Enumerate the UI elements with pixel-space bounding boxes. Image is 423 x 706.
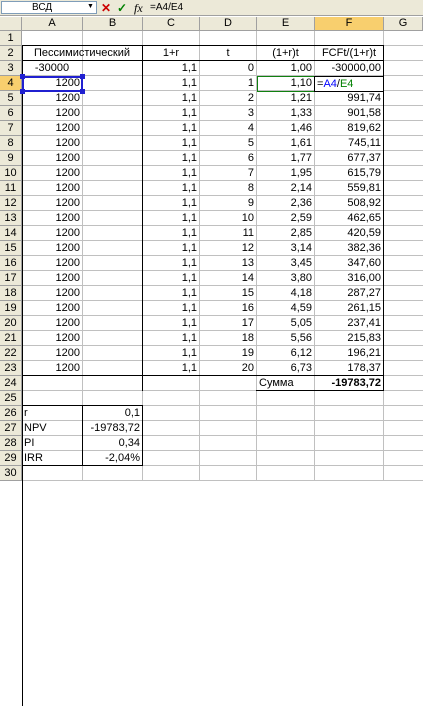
cell-c4[interactable]: 1,1 [181, 77, 197, 89]
cell-e10[interactable]: 1,95 [290, 167, 312, 179]
cell-d4[interactable]: 1 [247, 77, 254, 89]
row-header-13[interactable]: 13 [0, 211, 22, 226]
cell-d19[interactable]: 16 [241, 302, 254, 314]
cell-f23[interactable]: 178,37 [347, 362, 381, 374]
column-header-g[interactable]: G [384, 17, 423, 31]
summary-border-bottom [22, 465, 143, 466]
cell-d23[interactable]: 20 [241, 362, 254, 374]
row-header-4[interactable]: 4 [0, 76, 22, 91]
row-header-16[interactable]: 16 [0, 256, 22, 271]
row-header-17[interactable]: 17 [0, 271, 22, 286]
enter-icon[interactable]: ✓ [117, 1, 128, 15]
cell-e4[interactable]: 1,10 [290, 77, 312, 89]
header-1-plus-r[interactable]: 1+r [162, 47, 180, 59]
cell-c13[interactable]: 1,1 [181, 212, 197, 224]
cell-e6[interactable]: 1,33 [290, 107, 312, 119]
selection-corner-tl [20, 74, 25, 79]
column-header-a[interactable]: A [22, 17, 83, 31]
row-header-22[interactable]: 22 [0, 346, 22, 361]
row-header-2[interactable]: 2 [0, 46, 22, 61]
cell-c20[interactable]: 1,1 [181, 317, 197, 329]
cell-c14[interactable]: 1,1 [181, 227, 197, 239]
cell-d9[interactable]: 6 [247, 152, 254, 164]
cell-e14[interactable]: 2,85 [290, 227, 312, 239]
cell-e13[interactable]: 2,59 [290, 212, 312, 224]
cell-c19[interactable]: 1,1 [181, 302, 197, 314]
cell-d6[interactable]: 3 [247, 107, 254, 119]
cell-d13[interactable]: 10 [241, 212, 254, 224]
column-header-c[interactable]: C [143, 17, 200, 31]
cell-f10[interactable]: 615,79 [347, 167, 381, 179]
row-header-7[interactable]: 7 [0, 121, 22, 136]
cell-c9[interactable]: 1,1 [181, 152, 197, 164]
cell-f18[interactable]: 287,27 [347, 287, 381, 299]
cell-a11[interactable]: 1200 [55, 182, 80, 194]
cell-a9[interactable]: 1200 [55, 152, 80, 164]
cell-a7[interactable]: 1200 [55, 122, 80, 134]
cell-f20[interactable]: 237,41 [347, 317, 381, 329]
cell-e22[interactable]: 6,12 [290, 347, 312, 359]
reference-e4 [257, 76, 315, 92]
summary-border-mid [82, 405, 83, 465]
table-border-header [22, 60, 384, 61]
cell-f21[interactable]: 215,83 [347, 332, 381, 344]
name-box[interactable] [1, 1, 97, 14]
row-header-20[interactable]: 20 [0, 316, 22, 331]
cell-f12[interactable]: 508,92 [347, 197, 381, 209]
cell-e17[interactable]: 3,80 [290, 272, 312, 284]
table-border-right [383, 45, 384, 391]
row-header-10[interactable]: 10 [0, 166, 22, 181]
selection-corner-tr [80, 74, 85, 79]
cell-e16[interactable]: 3,45 [290, 257, 312, 269]
formula-bar [0, 0, 423, 16]
cell-d21[interactable]: 18 [241, 332, 254, 344]
name-box-value: ВСД [32, 2, 53, 13]
cell-e20[interactable]: 5,05 [290, 317, 312, 329]
table-border-left [22, 375, 23, 706]
cell-e8[interactable]: 1,61 [290, 137, 312, 149]
cell-a3[interactable]: -30000 [34, 62, 70, 74]
cell-d8[interactable]: 5 [247, 137, 254, 149]
summary-value-pi[interactable]: 0,34 [118, 437, 140, 449]
table-border-left-top [22, 45, 23, 375]
column-header-b[interactable]: B [83, 17, 143, 31]
cell-c12[interactable]: 1,1 [181, 197, 197, 209]
summary-value-irr[interactable]: -2,04% [105, 452, 140, 464]
cell-a8[interactable]: 1200 [55, 137, 80, 149]
row-header-1[interactable]: 1 [0, 31, 22, 46]
cell-a6[interactable]: 1200 [55, 107, 80, 119]
sum-label[interactable]: Сумма [259, 377, 294, 389]
table-border-c [142, 45, 143, 391]
fill-handle[interactable] [80, 89, 85, 94]
formula-ref-e4: E4 [339, 78, 354, 90]
formula-input[interactable]: =A4/E4 [150, 2, 184, 13]
row-header-6[interactable]: 6 [0, 106, 22, 121]
cell-d17[interactable]: 14 [241, 272, 254, 284]
cell-a23[interactable]: 1200 [55, 362, 80, 374]
cell-c22[interactable]: 1,1 [181, 347, 197, 359]
formula-eq: = [317, 78, 324, 90]
cell-f15[interactable]: 382,36 [347, 242, 381, 254]
cell-f5[interactable]: 991,74 [347, 92, 381, 104]
summary-border-right [142, 405, 143, 465]
cell-c7[interactable]: 1,1 [181, 122, 197, 134]
sum-border-top [256, 375, 383, 376]
row-header-27[interactable]: 27 [0, 421, 22, 436]
header-t[interactable]: t [226, 47, 230, 59]
row-header-25[interactable]: 25 [0, 391, 22, 406]
cell-d7[interactable]: 4 [247, 122, 254, 134]
column-header-d[interactable]: D [200, 17, 257, 31]
cell-a22[interactable]: 1200 [55, 347, 80, 359]
cell-c17[interactable]: 1,1 [181, 272, 197, 284]
row-header-23[interactable]: 23 [0, 361, 22, 376]
row-header-30[interactable]: 30 [0, 466, 22, 481]
cell-d3[interactable]: 0 [247, 62, 254, 74]
cell-d15[interactable]: 12 [241, 242, 254, 254]
row-header-12[interactable]: 12 [0, 196, 22, 211]
cell-c11[interactable]: 1,1 [181, 182, 197, 194]
cell-c3[interactable]: 1,1 [181, 62, 197, 74]
cell-f3[interactable]: -30000,00 [331, 62, 381, 74]
cell-f16[interactable]: 347,60 [347, 257, 381, 269]
summary-label-r[interactable]: r [24, 407, 28, 419]
row-header-5[interactable]: 5 [0, 91, 22, 106]
cell-f11[interactable]: 559,81 [347, 182, 381, 194]
cell-e9[interactable]: 1,77 [290, 152, 312, 164]
cell-f6[interactable]: 901,58 [347, 107, 381, 119]
cell-c18[interactable]: 1,1 [181, 287, 197, 299]
cell-d12[interactable]: 9 [247, 197, 254, 209]
cell-c23[interactable]: 1,1 [181, 362, 197, 374]
formula-ref-a4: A4 [323, 78, 337, 90]
gridline-horizontal [22, 480, 423, 481]
editing-cell-f4[interactable] [314, 76, 384, 92]
chevron-down-icon[interactable]: ▼ [87, 3, 94, 10]
row-header-3[interactable]: 3 [0, 61, 22, 76]
cell-f8[interactable]: 745,11 [348, 137, 381, 149]
cell-d10[interactable]: 7 [247, 167, 254, 179]
cell-f17[interactable]: 316,00 [347, 272, 381, 284]
row-header-14[interactable]: 14 [0, 226, 22, 241]
select-all-corner[interactable] [0, 17, 22, 31]
cell-e7[interactable]: 1,46 [290, 122, 312, 134]
cell-d14[interactable]: 11 [242, 227, 254, 239]
row-header-19[interactable]: 19 [0, 301, 22, 316]
cell-e23[interactable]: 6,73 [290, 362, 312, 374]
cell-c10[interactable]: 1,1 [181, 167, 197, 179]
cell-e5[interactable]: 1,21 [290, 92, 312, 104]
summary-value-r[interactable]: 0,1 [124, 407, 140, 419]
row-header-21[interactable]: 21 [0, 331, 22, 346]
column-header-e[interactable]: E [257, 17, 315, 31]
cell-e19[interactable]: 4,59 [290, 302, 312, 314]
cell-a10[interactable]: 1200 [55, 167, 80, 179]
editing-formula [315, 77, 383, 92]
cell-c8[interactable]: 1,1 [181, 137, 197, 149]
cell-a5[interactable]: 1200 [55, 92, 80, 104]
cell-f9[interactable]: 677,37 [347, 152, 381, 164]
cell-d5[interactable]: 2 [247, 92, 254, 104]
row-header-9[interactable]: 9 [0, 151, 22, 166]
cell-a13[interactable]: 1200 [55, 212, 80, 224]
cell-a20[interactable]: 1200 [55, 317, 80, 329]
cell-c5[interactable]: 1,1 [181, 92, 197, 104]
cell-a16[interactable]: 1200 [55, 257, 80, 269]
row-header-11[interactable]: 11 [0, 181, 22, 196]
cell-f7[interactable]: 819,62 [347, 122, 381, 134]
table-border-top [22, 45, 384, 46]
cell-c6[interactable]: 1,1 [181, 107, 197, 119]
row-header-15[interactable]: 15 [0, 241, 22, 256]
cell-e3[interactable]: 1,00 [290, 62, 312, 74]
sum-value[interactable]: -19783,72 [331, 377, 381, 389]
summary-label-npv[interactable]: NPV [24, 422, 47, 434]
cell-a21[interactable]: 1200 [55, 332, 80, 344]
cell-e18[interactable]: 4,18 [290, 287, 312, 299]
formula-slash: / [336, 78, 340, 90]
cell-c21[interactable]: 1,1 [181, 332, 197, 344]
cell-a19[interactable]: 1200 [55, 302, 80, 314]
cell-f14[interactable]: 420,59 [347, 227, 381, 239]
cell-c15[interactable]: 1,1 [181, 242, 197, 254]
header-discount-factor[interactable]: (1+r)t [272, 47, 299, 59]
cell-d22[interactable]: 19 [241, 347, 254, 359]
summary-label-pi[interactable]: PI [24, 437, 35, 449]
cell-f13[interactable]: 462,65 [347, 212, 381, 224]
cell-a15[interactable]: 1200 [55, 242, 80, 254]
row-header-28[interactable]: 28 [0, 436, 22, 451]
summary-value-npv[interactable]: -19783,72 [90, 422, 140, 434]
summary-label-irr[interactable]: IRR [24, 452, 43, 464]
cell-a4[interactable]: 1200 [55, 77, 80, 89]
insert-function-icon[interactable]: fx [134, 1, 143, 15]
cell-d18[interactable]: 15 [241, 287, 254, 299]
cell-a18[interactable]: 1200 [55, 287, 80, 299]
cell-a14[interactable]: 1200 [55, 227, 80, 239]
cell-e11[interactable]: 2,14 [290, 182, 312, 194]
row-header-24[interactable]: 24 [0, 376, 22, 391]
selected-cell-a4[interactable] [22, 76, 83, 92]
cell-d16[interactable]: 13 [241, 257, 254, 269]
header-pessimistic[interactable]: Пессимистический [33, 47, 130, 59]
cell-f22[interactable]: 196,21 [347, 347, 381, 359]
cell-a12[interactable]: 1200 [55, 197, 80, 209]
cell-d20[interactable]: 17 [241, 317, 254, 329]
cell-c16[interactable]: 1,1 [181, 257, 197, 269]
cell-f19[interactable]: 261,15 [347, 302, 381, 314]
sum-border-bottom [256, 390, 384, 391]
row-header-29[interactable]: 29 [0, 451, 22, 466]
cell-e15[interactable]: 3,14 [290, 242, 312, 254]
cancel-icon[interactable]: ✕ [101, 1, 112, 15]
cell-d11[interactable]: 8 [247, 182, 254, 194]
row-header-18[interactable]: 18 [0, 286, 22, 301]
cell-e21[interactable]: 5,56 [290, 332, 312, 344]
cell-a17[interactable]: 1200 [55, 272, 80, 284]
selection-corner-bl [20, 89, 25, 94]
row-header-8[interactable]: 8 [0, 136, 22, 151]
column-header-f[interactable]: F [315, 17, 384, 31]
cell-e12[interactable]: 2,36 [290, 197, 312, 209]
row-header-26[interactable]: 26 [0, 406, 22, 421]
header-discounted-fcf[interactable]: FCFt/(1+r)t [321, 47, 377, 59]
